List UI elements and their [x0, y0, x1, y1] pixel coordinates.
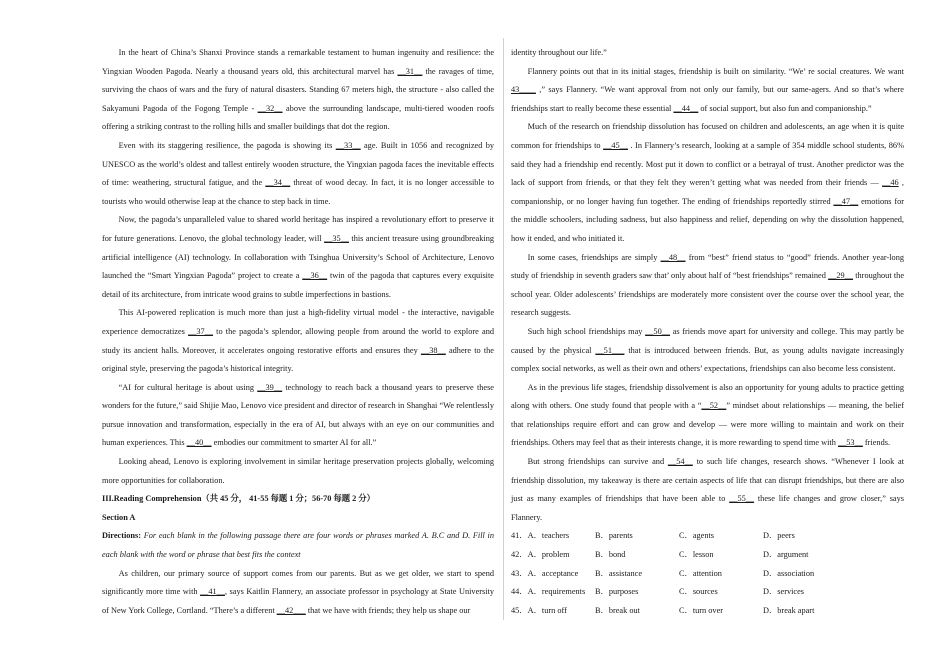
option-a: 44．A．requirements [511, 587, 586, 597]
directions: Directions: For each blank in the following passage there are four words or phrases marked A. B.C and D. Fill in each blank with the word or phrase that best fits the context [102, 531, 494, 560]
paragraph: Much of the research on friendship dissolution has focused on children and adolescents, an age when it is quite common for friendships to __45__ . In Flannery’s research, looking at a sample of 354 middle school students, 86% said they had a friendship end recently. Most put it down to conflict or a betrayal of trust. Another predictor was the lack of support from friends, or that they felt they weren’t getting what was needed from their friends — __46 , companionship, or no longer having fun together. The ending of friendships reportedly stirred __47__ emotions for the middle schoolers, including sadness, but also happiness and relief, depending on why the dissolution happened, how it ended, and who initiated it. [511, 122, 905, 243]
options-row-43 [511, 565, 904, 584]
paragraph: Even with its staggering resilience, the pagoda is showing its __33__ age. Built in 1056 and recognized by UNESCO as the world’s oldest and tallest entirely wooden structure, the Yingxian pagoda faces the inevitable effects of time: weathering, structural fatigue, and the __34__ threat of wood decay. In fact, it is no longer accessible to tourists who would otherwise leap at the chance to step back in time. [102, 140, 494, 206]
option-a: 42．A．problem [511, 550, 570, 560]
paragraph: In the heart of China’s Shanxi Province stands a remarkable testament to human ingenuity and resilience: the Yingxian Wooden Pagoda. Nearly a thousand years old, this architectural marvel has __31__ the ravages of time, surviving the chaos of wars and the fury of natural disasters. Standing 67 meters high, the structure - also called the Sakyamuni Pagoda of the Fogong Temple - __32__ above the surrounding landscape, multi-tiered wooden roofs offering a striking contrast to the rolling hills and smaller buildings that dot the region. [102, 48, 494, 132]
paragraph: Such high school friendships may __50__ as friends move apart for university and college. This may partly be caused by the physical __51___ that is introduced between friends. But, as young adults navigate increasingly complex social networks, as well as their own and others’ expectations, friendships can also become less consistent. [511, 326, 905, 374]
option-b: B．bond [595, 550, 626, 560]
option-b: B．assistance [595, 568, 643, 578]
blank-43: 43____ [511, 85, 536, 95]
blank-33: __33__ [335, 140, 361, 150]
blank-45: __45__ [603, 140, 628, 150]
blank-46: __46 [882, 178, 899, 188]
left-column [102, 44, 494, 620]
paragraph: As in the previous life stages, friendship dissolvement is also an opportunity for young adults to practice getting along with others. One study found that people with a “__52__” mindset about relationships — meaning, the belief that relationships require effort and can grow and develop — were more willing to maintain and work on their friendships. Others may feel that as their interests change, it is more rewarding to spend time with __53__ friends. [511, 382, 904, 448]
paragraph: Now, the pagoda’s unparalleled value to shared world heritage has inspired a revolutionary effort to preserve it for future generations. Lenovo, the global technology leader, will __35__ this ancient treasure using groundbreaking artificial intelligence (AI) technology. In collaboration with Tsinghua University’s School of Architecture, Lenovo launched the “Smart Yingxian Pagoda” project to create a __36__ twin of the pagoda that captures every exquisite detail of its architecture, from intricate wood grains to subtle imperfections in bastions. [102, 215, 494, 299]
option-c: C．sources [679, 587, 718, 597]
option-d: D．break apart [763, 605, 815, 615]
paragraph: Looking ahead, Lenovo is exploring involvement in similar heritage preservation projects globally, welcoming more opportunities for collaboration. [102, 457, 494, 485]
blank-44: __44__ [673, 103, 699, 113]
option-a: 41．A．teachers [511, 531, 570, 541]
paragraph: As children, our primary source of support comes from our parents. But as we get older, we start to spend significantly more time with __41__, says Kaitlin Flannery, an associate professor in psychology at State University of New York College, Cortland. “There’s a different __42___ that we have with friends; they help us shape our [102, 568, 494, 615]
blank-42: __42___ [276, 605, 306, 615]
blank-32: __32__ [257, 103, 283, 113]
option-c: C．agents [679, 531, 715, 541]
blank-34: __34__ [265, 178, 291, 188]
blank-49: __29__ [828, 271, 853, 281]
option-a: 45．A．turn off [511, 605, 567, 615]
option-a: 43．A．acceptance [511, 568, 579, 578]
option-d: D．association [763, 568, 815, 578]
section-a-heading: Section A [102, 512, 136, 522]
option-d: D．peers [763, 531, 795, 541]
blank-54: __54__ [667, 457, 693, 467]
options-row-41 [511, 527, 904, 546]
blank-55: __55__ [729, 494, 755, 504]
blank-41: __41__ [200, 587, 225, 597]
blank-35: __35__ [324, 233, 349, 243]
blank-37: __37__ [188, 326, 213, 336]
option-c: C．turn over [679, 605, 724, 615]
blank-52: __52__ [701, 401, 727, 411]
paragraph: But strong friendships can survive and __54__ to such life changes, research shows. “Whenever I look at friendship dissolution, my takeaway is there are certain aspects of life that can disrupt friendships, but there are also just as many examples of friendships that have been able to __55__ these life changes and grow closer,” says Flannery. [511, 457, 905, 522]
blank-38: __38__ [420, 345, 446, 355]
blank-31: __31__ [397, 66, 423, 76]
section-heading: III.Reading Comprehension（共 45 分， 41-55 每题 1 分；56-70 每题 2 分） [102, 494, 375, 504]
column-divider [503, 38, 504, 620]
blank-48: __48__ [660, 252, 686, 262]
paragraph: identity throughout our life.” [511, 48, 607, 57]
options-row-45 [511, 602, 904, 621]
options-row-42 [511, 546, 904, 565]
option-d: D．services [763, 587, 805, 597]
paragraph: In some cases, friendships are simply __48__ from “best” friend status to “good” friends. Another year-long study of friendship in seventh graders saw that’ only about half of “best friendships” remained __29__ throughout the school year. Older adolescents’ friendships are moderately more consistent over the course over the school year, the research suggests. [511, 252, 905, 318]
right-column [511, 44, 904, 620]
option-d: D．argument [763, 550, 809, 560]
blank-50: __50__ [645, 326, 671, 336]
options-row-44 [511, 583, 904, 602]
option-c: C．lesson [679, 550, 714, 560]
blank-36: __36__ [302, 271, 328, 281]
paragraph: This AI-powered replication is much more than just a high-fidelity virtual model - the interactive, navigable experience democratizes __37__ to the pagoda’s splendor, allowing people from around the world to explore and study its ancient halls. Moreover, it accelerates ongoing restorative efforts and ensures they __38__ adhere to the original style, preserving the pagoda’s historical integrity. [102, 308, 494, 374]
option-b: B．parents [595, 531, 633, 541]
paragraph: Flannery points out that in its initial stages, friendship is built on similarity. “We’ re social creatures. We want 43____ ,” says Flannery. “We want approval from not only our family, but our same-agers. And so that’s where friendships start to really become these essential __44__ of social support, but also fun and companionship.” [511, 66, 904, 113]
blank-39: __39__ [257, 382, 283, 392]
paragraph: “AI for cultural heritage is about using __39__ technology to reach back a thousand years to preserve these wonders for the future,” said Shijie Mao, Lenovo vice president and director of research in Shanghai “We relentlessly pursue innovation and transformation, especially in the era of AI, but always with an eye on our communities and human experiences. This __40__ embodies our commitment to smarter AI for all.” [102, 382, 494, 448]
blank-53: __53__ [837, 438, 863, 448]
option-b: B．break out [595, 605, 640, 615]
option-b: B．purposes [595, 587, 639, 597]
blank-40: __40__ [186, 438, 212, 448]
option-c: C．attention [679, 568, 722, 578]
blank-47: __47__ [833, 196, 859, 206]
blank-51: __51___ [595, 345, 625, 355]
